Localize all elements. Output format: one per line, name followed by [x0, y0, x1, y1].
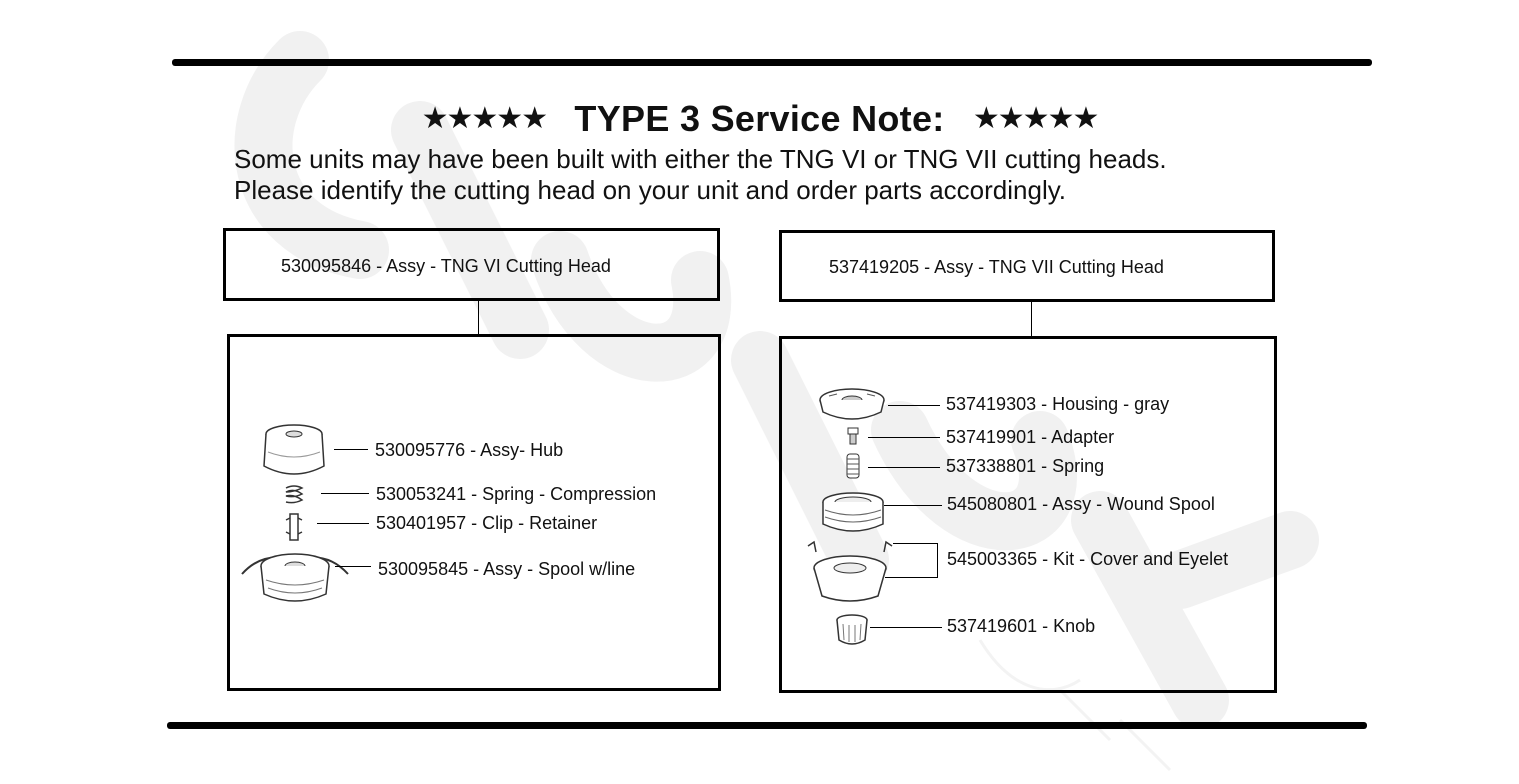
- right-assembly-box: [779, 230, 1275, 302]
- leader-line: [884, 505, 942, 506]
- leader-line: [893, 543, 937, 544]
- part-label: 545080801 - Assy - Wound Spool: [947, 494, 1215, 514]
- bracket-line: [937, 543, 938, 578]
- leader-line: [335, 566, 371, 567]
- service-note-title: [0, 98, 1519, 140]
- part-label: 530401957 - Clip - Retainer: [376, 513, 598, 533]
- adapter-icon: [843, 426, 863, 446]
- part-label: 545003365 - Kit - Cover and Eyelet: [947, 549, 1229, 569]
- leader-line: [888, 405, 940, 406]
- part-label: 537338801 - Spring: [946, 456, 1105, 476]
- left-assembly-label: 530095846 - Assy - TNG VI Cutting Head: [281, 256, 611, 276]
- spring-icon: [844, 452, 862, 480]
- part-label: 530053241 - Spring - Compression: [376, 484, 657, 504]
- part-label: 537419601 - Knob: [947, 616, 1096, 636]
- cover-eyelet-icon: [804, 538, 896, 606]
- leader-line: [868, 437, 940, 438]
- housing-icon: [817, 386, 887, 426]
- left-assembly-box: [223, 228, 720, 301]
- leader-line: [321, 493, 369, 494]
- part-label: 537419901 - Adapter: [946, 427, 1115, 447]
- part-label: 530095845 - Assy - Spool w/line: [378, 559, 636, 579]
- clip-icon: [284, 512, 304, 542]
- part-label: 537419303 - Housing - gray: [946, 394, 1170, 414]
- note-text-line-1: Some units may have been built with either the TNG VI or TNG VII cutting heads.: [234, 144, 1167, 174]
- part-label: 530095776 - Assy- Hub: [375, 440, 564, 460]
- leader-line: [317, 523, 369, 524]
- right-assembly-label: 537419205 - Assy - TNG VII Cutting Head: [829, 257, 1164, 277]
- leader-line: [885, 577, 937, 578]
- wound-spool-icon: [820, 492, 886, 536]
- left-connector-line: [478, 300, 479, 335]
- leader-line: [868, 467, 940, 468]
- hub-icon: [258, 422, 330, 482]
- note-heading: TYPE 3 Service Note:: [574, 98, 945, 139]
- knob-icon: [834, 612, 870, 648]
- stars-left: ★★★★★: [421, 102, 547, 135]
- bottom-rule: [167, 722, 1367, 729]
- top-rule: [172, 59, 1372, 66]
- spring-icon: [282, 484, 306, 508]
- leader-line: [870, 627, 942, 628]
- note-text-line-2: Please identify the cutting head on your unit and order parts accordingly.: [234, 175, 1067, 205]
- leader-line: [334, 449, 368, 450]
- stars-right: ★★★★★: [972, 102, 1098, 135]
- spool-icon: [240, 540, 350, 610]
- right-connector-line: [1031, 301, 1032, 337]
